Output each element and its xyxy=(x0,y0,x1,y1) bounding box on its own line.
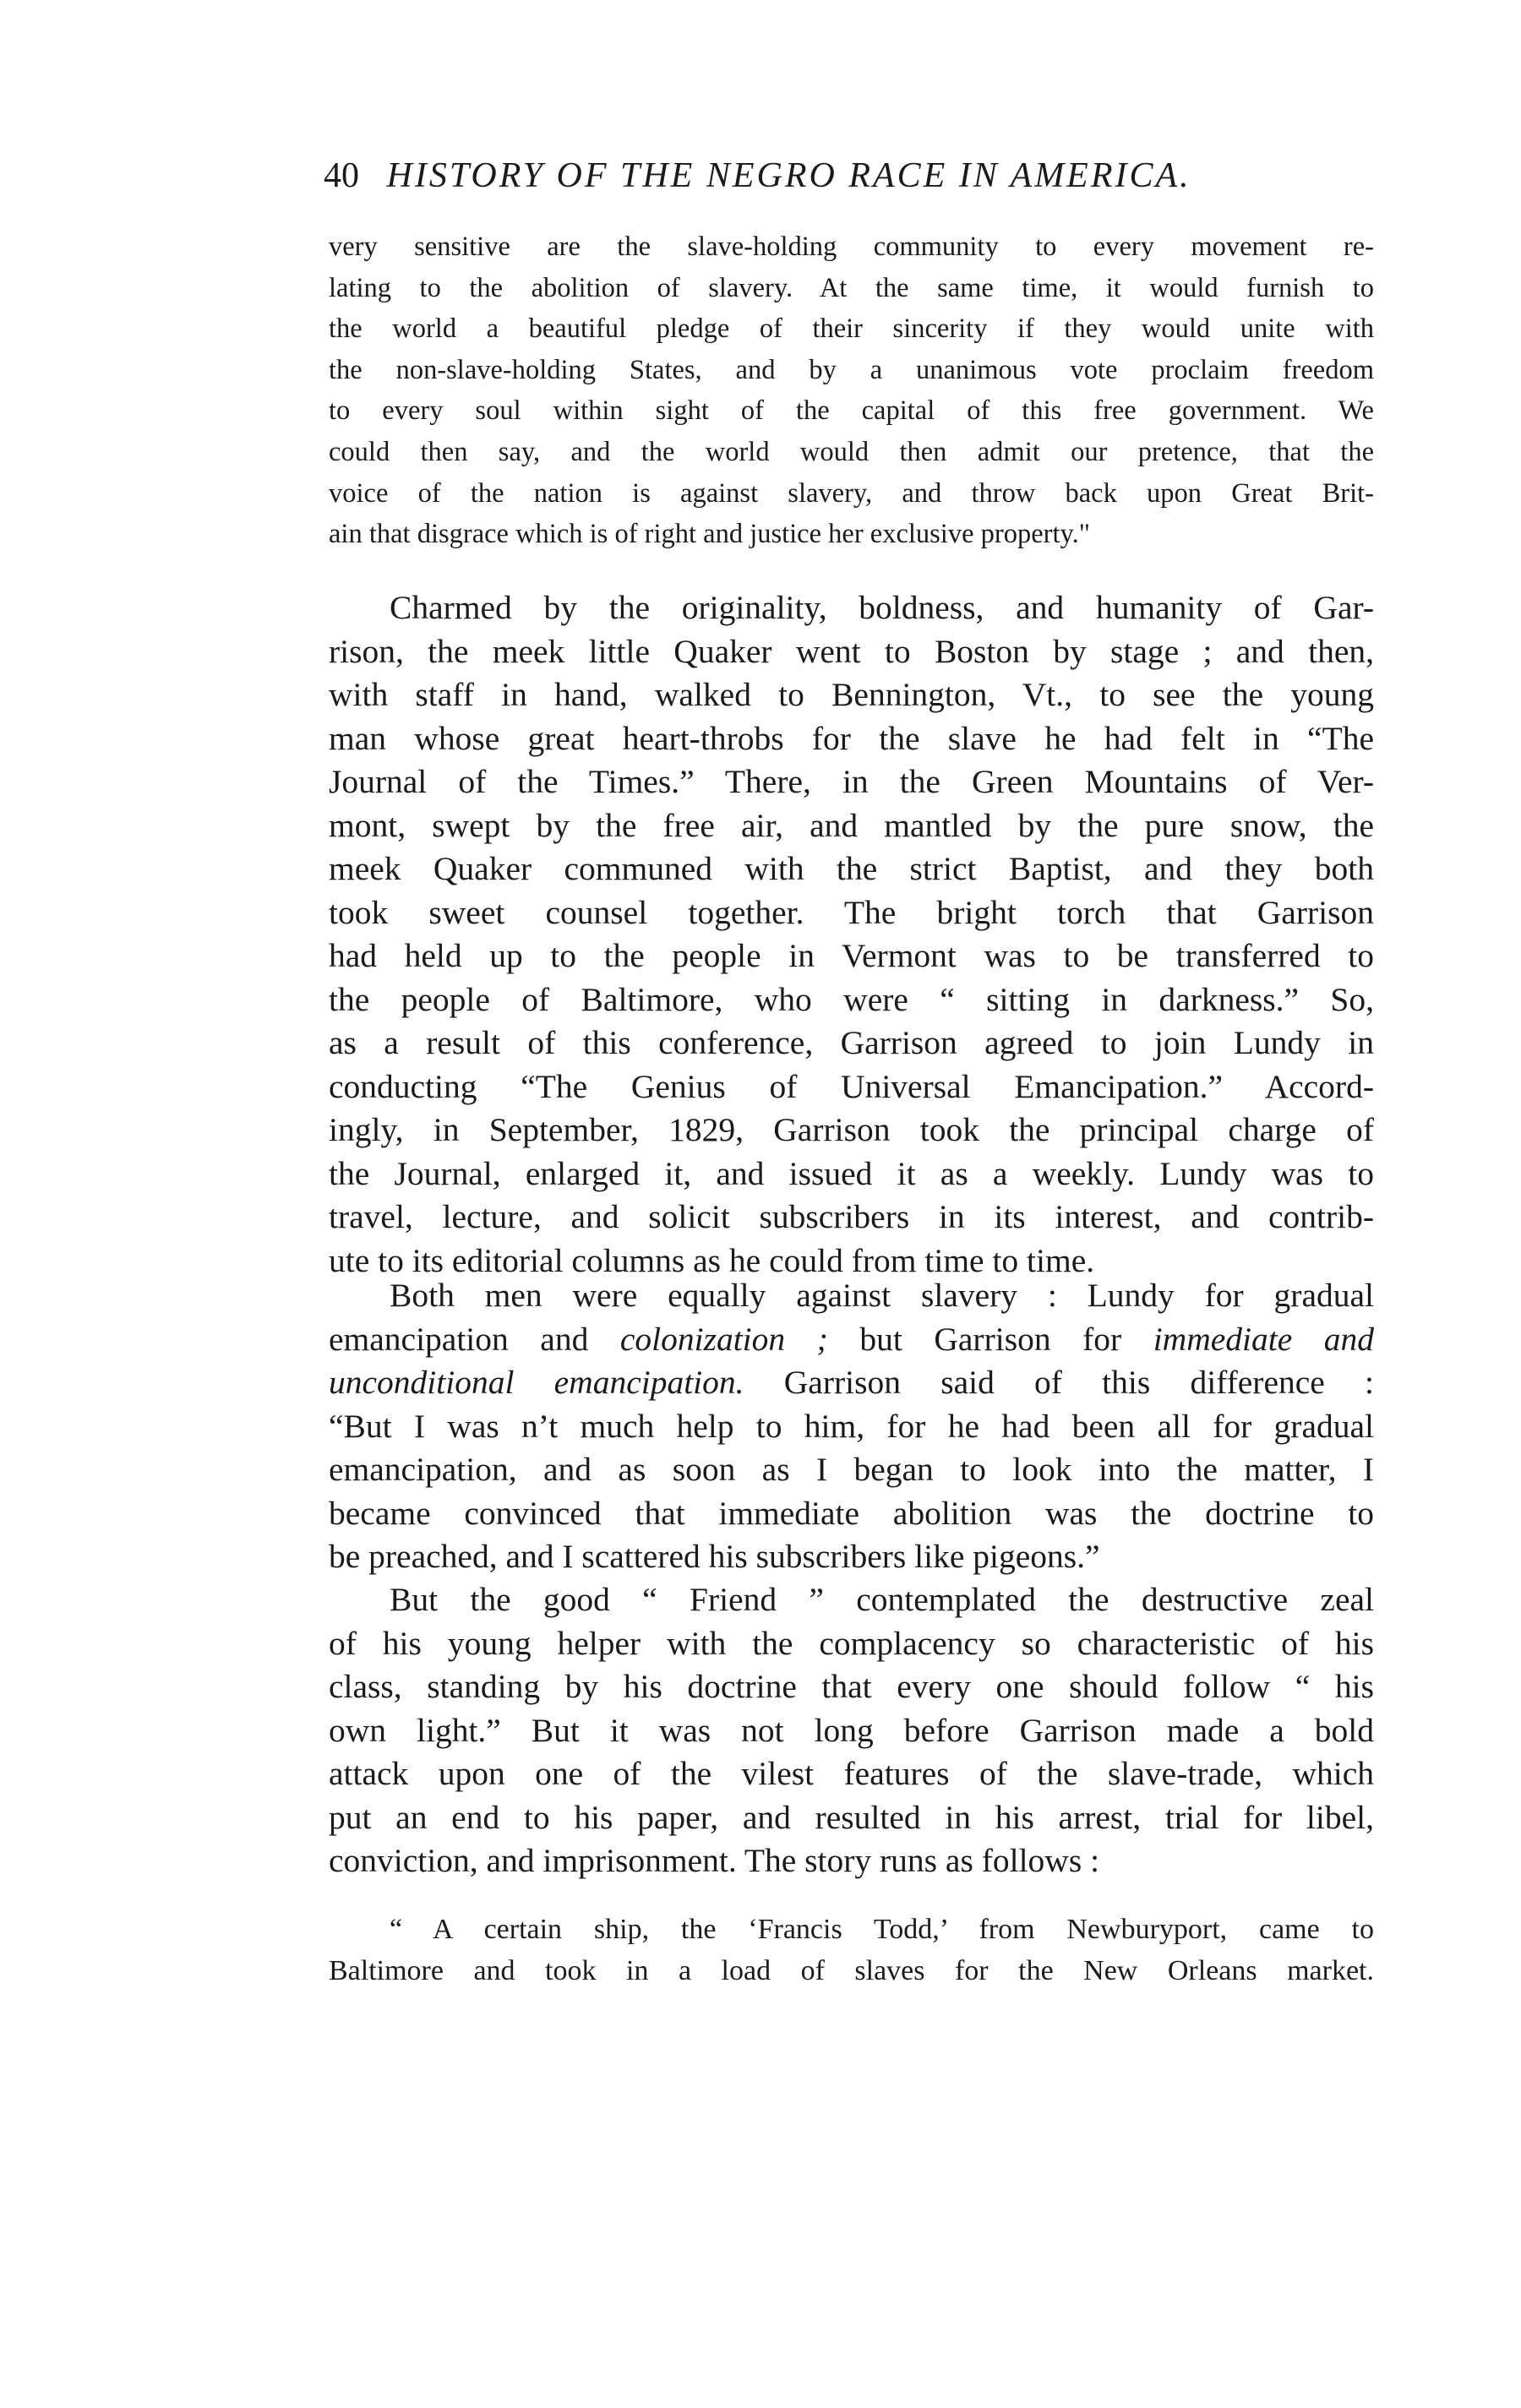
text-run: Garrison said of this difference : xyxy=(744,1364,1374,1401)
paragraph-charmed xyxy=(329,586,1374,1283)
text-line xyxy=(329,1361,1374,1405)
text-line: had held up to the people in Vermont was to be transferred to xyxy=(329,937,1374,974)
italic-text: immediate and xyxy=(1153,1320,1374,1358)
text-line: Journal of the Times.” There, in the Green Mountains of Ver- xyxy=(329,763,1374,800)
text-line: could then say, and the world would then admit our pretence, that the xyxy=(329,436,1374,467)
text-line: of his young helper with the complacency so characteristic of his xyxy=(329,1624,1374,1662)
text-line: the people of Baltimore, who were “ sitting in darkness.” So, xyxy=(329,980,1374,1018)
text-line: “But I was n’t much help to him, for he had been all for gradual xyxy=(329,1407,1374,1445)
text-line: own light.” But it was not long before Garrison made a bold xyxy=(329,1711,1374,1749)
page-number: 40 xyxy=(324,156,359,195)
text-line: conviction, and imprisonment. The story runs as follows : xyxy=(329,1842,1100,1879)
text-line: as a result of this conference, Garrison agreed to join Lundy in xyxy=(329,1024,1374,1061)
text-line: ain that disgrace which is of right and justice her exclusive property." xyxy=(329,519,1091,550)
italic-text: colonization ; xyxy=(619,1320,828,1358)
running-title: HISTORY OF THE NEGRO RACE IN AMERICA. xyxy=(386,156,1191,195)
text-line: the non-slave-holding States, and by a unanimous vote proclaim freedom xyxy=(329,354,1374,385)
block-quote-francis-todd xyxy=(329,1910,1374,1991)
text-line: emancipation, and as soon as I began to look into the matter, I xyxy=(329,1451,1374,1488)
quote-continuation xyxy=(329,226,1374,555)
text-line: Both men were equally against slavery : Lundy for gradual xyxy=(390,1277,1374,1314)
italic-text: unconditional emancipation. xyxy=(329,1364,744,1401)
text-line: Baltimore and took in a load of slaves for the New Orleans market. xyxy=(329,1954,1374,1986)
text-line: mont, swept by the free air, and mantled by the pure snow, the xyxy=(329,806,1374,844)
text-line: meek Quaker communed with the strict Baptist, and they both xyxy=(329,850,1374,887)
text-line: very sensitive are the slave-holding community to every movement re- xyxy=(329,232,1374,262)
text-line: lating to the abolition of slavery. At the same time, it would furnish to xyxy=(329,272,1374,303)
text-line: “ A certain ship, the ‘Francis Todd,’ from Newburyport, came to xyxy=(390,1914,1374,1945)
text-line: the Journal, enlarged it, and issued it as a weekly. Lundy was to xyxy=(329,1154,1374,1192)
text-line: travel, lecture, and solicit subscribers in its interest, and contrib- xyxy=(329,1198,1374,1235)
text-line: rison, the meek little Quaker went to Boston by stage ; and then, xyxy=(329,632,1374,670)
text-line: attack upon one of the vilest features of the slave-trade, which xyxy=(329,1755,1374,1792)
text-line: voice of the nation is against slavery, and throw back upon Great Brit- xyxy=(329,477,1374,509)
text-line: man whose great heart-throbs for the slave he had felt in “The xyxy=(329,719,1374,757)
page-header xyxy=(324,150,1388,201)
text-run: emancipation and xyxy=(329,1320,620,1358)
text-line: put an end to his paper, and resulted in his arrest, trial for libel, xyxy=(329,1798,1374,1836)
text-run: but Garrison for xyxy=(827,1320,1153,1358)
text-line: became convinced that immediate abolition was the doctrine to xyxy=(329,1494,1374,1532)
text-line: class, standing by his doctrine that every one should follow “ his xyxy=(329,1668,1374,1705)
text-line xyxy=(329,1318,1374,1362)
text-line: conducting “The Genius of Universal Emancipation.” Accord- xyxy=(329,1067,1374,1105)
text-line: ingly, in September, 1829, Garrison took the principal charge of xyxy=(329,1111,1374,1148)
text-line: ute to its editorial columns as he could from time to time. xyxy=(329,1241,1095,1279)
text-line: the world a beautiful pledge of their sincerity if they would unite with xyxy=(329,313,1374,345)
text-line: Charmed by the originality, boldness, and humanity of Gar- xyxy=(390,589,1374,626)
text-line: But the good “ Friend ” contemplated the destructive zeal xyxy=(390,1581,1374,1618)
paragraph-both-men xyxy=(329,1274,1374,1579)
text-line: took sweet counsel together. The bright torch that Garrison xyxy=(329,893,1374,931)
text-line: to every soul within sight of the capital of this free government. We xyxy=(329,395,1374,427)
text-line: with staff in hand, walked to Bennington, Vt., to see the young xyxy=(329,676,1374,713)
text-line: be preached, and I scattered his subscribers like pigeons.” xyxy=(329,1538,1100,1575)
paragraph-good-friend xyxy=(329,1578,1374,1883)
